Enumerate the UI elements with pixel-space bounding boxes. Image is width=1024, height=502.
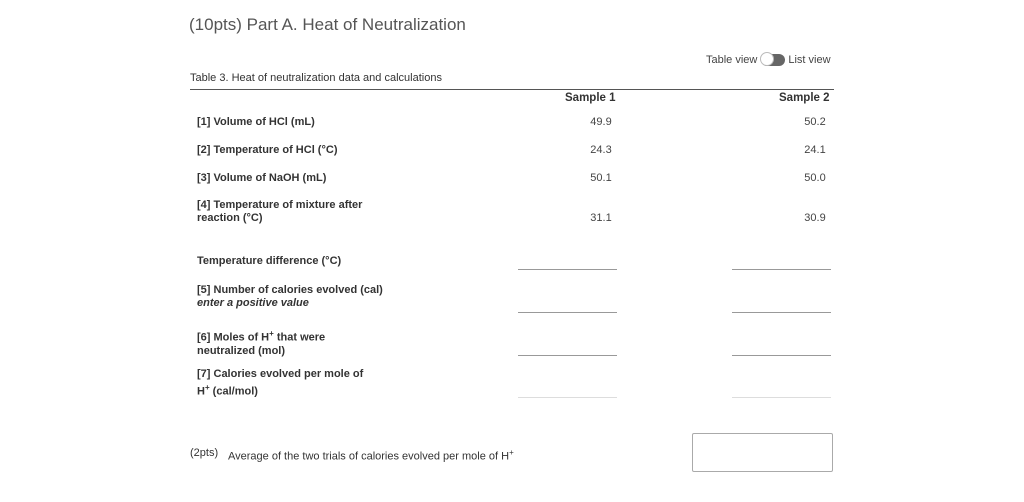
- row-label-line-1: [197, 327, 325, 345]
- sample-1-temperature-mixture: 31.1: [590, 212, 612, 224]
- page-title: (10pts) Part A. Heat of Neutralization: [189, 15, 466, 34]
- table-caption: Table 3. Heat of neutralization data and calculations: [190, 72, 442, 84]
- view-toggle-switch[interactable]: [761, 54, 785, 66]
- row-label-temperature-difference: Temperature difference (°C): [197, 255, 342, 267]
- average-points: (2pts): [190, 447, 219, 459]
- row-label-line-1: [7] Calories evolved per mole of: [197, 368, 364, 380]
- sample-1-calories-per-mole-input[interactable]: [518, 375, 617, 398]
- label-part: Average of the two trials of calories evolved per mole of H: [228, 450, 510, 463]
- sample-2-temperature-mixture: 30.9: [804, 212, 826, 224]
- sample-2-volume-naoh: 50.0: [804, 172, 826, 184]
- row-label-line-2: [197, 381, 363, 399]
- label-part: (cal/mol): [209, 385, 258, 398]
- row-label-volume-naoh: [3] Volume of NaOH (mL): [197, 172, 327, 184]
- sample-2-volume-hcl: 50.2: [804, 116, 826, 128]
- row-label-calories-evolved: [197, 284, 383, 310]
- row-label-volume-hcl: [1] Volume of HCl (mL): [197, 116, 315, 128]
- sample-2-calories-per-mole-input[interactable]: [732, 375, 831, 398]
- row-label-calories-per-mole: [197, 368, 363, 399]
- label-part: [6] Moles of H: [197, 331, 270, 344]
- row-label-temperature-hcl: [2] Temperature of HCl (°C): [197, 144, 338, 156]
- toggle-knob: [760, 52, 774, 66]
- row-label-line-2: reaction (°C): [197, 212, 263, 224]
- sample-2-calories-evolved-input[interactable]: [732, 290, 831, 313]
- average-label: [228, 448, 514, 463]
- sample-1-calories-evolved-input[interactable]: [518, 290, 617, 313]
- list-view-label[interactable]: List view: [788, 54, 831, 66]
- sample-1-temperature-difference-input[interactable]: [518, 247, 617, 270]
- column-header-sample-2: Sample 2: [779, 92, 830, 104]
- row-label-temperature-mixture: [197, 199, 362, 225]
- sample-1-volume-hcl: 49.9: [590, 116, 612, 128]
- table-top-rule: [190, 89, 834, 90]
- row-label-moles-neutralized: [197, 327, 325, 358]
- average-input[interactable]: [692, 433, 833, 472]
- sample-2-temperature-hcl: 24.1: [804, 144, 826, 156]
- column-header-sample-1: Sample 1: [565, 92, 616, 104]
- sample-1-volume-naoh: 50.1: [590, 172, 612, 184]
- row-note-positive-value: enter a positive value: [197, 297, 309, 309]
- label-part: that were: [273, 331, 326, 344]
- sample-1-moles-neutralized-input[interactable]: [518, 333, 617, 356]
- superscript-plus: +: [509, 448, 514, 457]
- sample-2-moles-neutralized-input[interactable]: [732, 333, 831, 356]
- sample-1-temperature-hcl: 24.3: [590, 144, 612, 156]
- superscript-plus: +: [269, 329, 274, 338]
- view-toggle-group: [706, 52, 831, 68]
- table-view-label[interactable]: Table view: [706, 54, 758, 66]
- row-label-line-2: neutralized (mol): [197, 344, 286, 357]
- superscript-plus: +: [204, 383, 210, 392]
- row-label-line-1: [4] Temperature of mixture after: [197, 199, 363, 211]
- label-part: H: [197, 385, 205, 398]
- sample-2-temperature-difference-input[interactable]: [732, 247, 831, 270]
- row-label-line-1: [5] Number of calories evolved (cal): [197, 284, 383, 296]
